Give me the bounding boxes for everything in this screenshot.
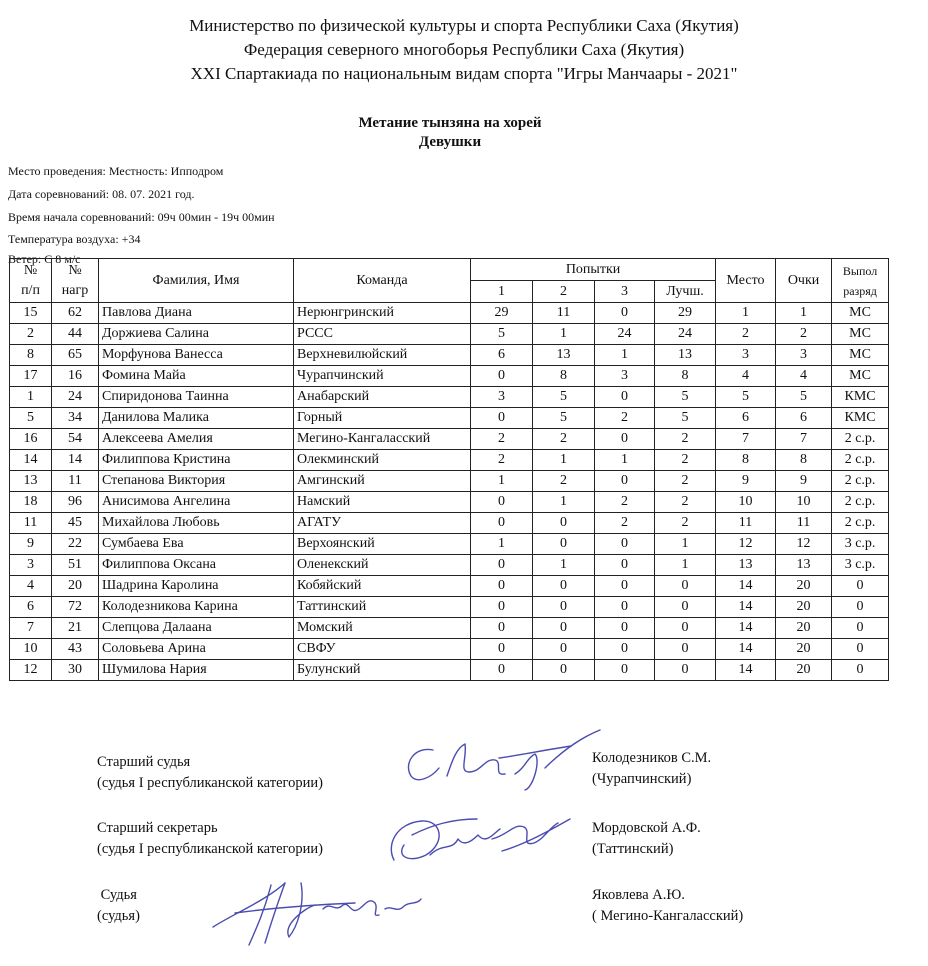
cell-bib: 62	[52, 303, 99, 324]
cell-bib: 72	[52, 597, 99, 618]
cell-place: 10	[716, 492, 776, 513]
col-number-header: № п/п	[10, 259, 52, 303]
chief-judge-title: Старший судья	[97, 754, 191, 770]
cell-rank: 3 с.р.	[832, 534, 889, 555]
col-best-header: Лучш.	[655, 281, 716, 303]
judge-role	[97, 885, 140, 927]
table-row	[10, 450, 889, 471]
cell-attempt-1: 3	[471, 387, 533, 408]
cell-points: 13	[776, 555, 832, 576]
col-attempts-header: Попытки	[471, 259, 716, 281]
cell-points: 20	[776, 639, 832, 660]
cell-bib: 30	[52, 660, 99, 681]
cell-points: 9	[776, 471, 832, 492]
cell-attempt-1: 0	[471, 639, 533, 660]
cell-name: Слепцова Далаана	[99, 618, 294, 639]
cell-name: Павлова Диана	[99, 303, 294, 324]
cell-name: Сумбаева Ева	[99, 534, 294, 555]
table-row	[10, 324, 889, 345]
cell-team: Таттинский	[294, 597, 471, 618]
cell-attempt-2: 2	[533, 471, 595, 492]
col-name-header: Фамилия, Имя	[99, 259, 294, 303]
table-row	[10, 492, 889, 513]
cell-name: Анисимова Ангелина	[99, 492, 294, 513]
cell-points: 20	[776, 618, 832, 639]
cell-bib: 44	[52, 324, 99, 345]
cell-place: 14	[716, 597, 776, 618]
cell-place: 7	[716, 429, 776, 450]
cell-attempt-3: 0	[595, 597, 655, 618]
cell-name: Шумилова Нария	[99, 660, 294, 681]
cell-name: Соловьева Арина	[99, 639, 294, 660]
col-bib-header: № нагр	[52, 259, 99, 303]
cell-points: 11	[776, 513, 832, 534]
judge-district: ( Мегино-Кангаласский)	[592, 908, 744, 924]
cell-attempt-3: 0	[595, 429, 655, 450]
table-row	[10, 345, 889, 366]
cell-attempt-2: 1	[533, 324, 595, 345]
cell-name: Данилова Малика	[99, 408, 294, 429]
document-header	[0, 14, 928, 86]
cell-num: 5	[10, 408, 52, 429]
cell-attempt-2: 5	[533, 408, 595, 429]
cell-attempt-1: 0	[471, 513, 533, 534]
cell-points: 4	[776, 366, 832, 387]
cell-name: Алексеева Амелия	[99, 429, 294, 450]
cell-attempt-3: 3	[595, 366, 655, 387]
cell-rank: МС	[832, 303, 889, 324]
cell-attempt-2: 0	[533, 597, 595, 618]
table-row	[10, 408, 889, 429]
cell-rank: 0	[832, 660, 889, 681]
cell-attempt-1: 6	[471, 345, 533, 366]
cell-attempt-3: 0	[595, 471, 655, 492]
cell-best: 2	[655, 513, 716, 534]
cell-best: 13	[655, 345, 716, 366]
cell-name: Филиппова Кристина	[99, 450, 294, 471]
col-rank-header: Выпол разряд	[832, 259, 889, 303]
cell-num: 18	[10, 492, 52, 513]
cell-team: Оленекский	[294, 555, 471, 576]
cell-place: 14	[716, 576, 776, 597]
chief-secretary-person	[592, 818, 701, 860]
chief-judge-person	[592, 748, 711, 790]
event-subtitle: Девушки	[418, 134, 482, 150]
cell-team: Верхневилюйский	[294, 345, 471, 366]
event-title: Метание тынзяна на хорей	[358, 115, 542, 131]
table-row	[10, 597, 889, 618]
cell-team: Момский	[294, 618, 471, 639]
cell-points: 20	[776, 576, 832, 597]
cell-attempt-1: 2	[471, 429, 533, 450]
cell-bib: 51	[52, 555, 99, 576]
cell-place: 2	[716, 324, 776, 345]
judge-person	[592, 885, 743, 927]
cell-team: Кобяйский	[294, 576, 471, 597]
cell-best: 2	[655, 492, 716, 513]
cell-team: АГАТУ	[294, 513, 471, 534]
cell-attempt-1: 0	[471, 618, 533, 639]
cell-points: 20	[776, 597, 832, 618]
cell-attempt-1: 0	[471, 492, 533, 513]
chief-secretary-role	[97, 818, 323, 860]
cell-attempt-2: 0	[533, 534, 595, 555]
cell-attempt-2: 8	[533, 366, 595, 387]
cell-rank: КМС	[832, 408, 889, 429]
cell-attempt-1: 29	[471, 303, 533, 324]
cell-rank: 0	[832, 639, 889, 660]
cell-place: 9	[716, 471, 776, 492]
cell-rank: КМС	[832, 387, 889, 408]
table-row	[10, 576, 889, 597]
judge-name: Яковлева А.Ю.	[592, 887, 685, 903]
cell-attempt-2: 5	[533, 387, 595, 408]
judge-signature	[205, 865, 435, 950]
cell-num: 10	[10, 639, 52, 660]
cell-place: 8	[716, 450, 776, 471]
cell-best: 2	[655, 429, 716, 450]
cell-rank: 0	[832, 618, 889, 639]
cell-best: 24	[655, 324, 716, 345]
col-points-header: Очки	[776, 259, 832, 303]
cell-points: 5	[776, 387, 832, 408]
games-line: XXI Спартакиада по национальным видам спорта "Игры Манчаары - 2021"	[190, 64, 738, 83]
cell-attempt-1: 0	[471, 597, 533, 618]
cell-attempt-2: 1	[533, 450, 595, 471]
cell-name: Колодезникова Карина	[99, 597, 294, 618]
cell-rank: МС	[832, 366, 889, 387]
cell-place: 5	[716, 387, 776, 408]
cell-attempt-2: 0	[533, 513, 595, 534]
cell-rank: 2 с.р.	[832, 429, 889, 450]
cell-attempt-3: 0	[595, 303, 655, 324]
cell-name: Спиридонова Таинна	[99, 387, 294, 408]
cell-attempt-3: 0	[595, 387, 655, 408]
cell-attempt-3: 0	[595, 660, 655, 681]
results-body	[10, 303, 889, 681]
cell-points: 10	[776, 492, 832, 513]
cell-team: Нерюнгринский	[294, 303, 471, 324]
cell-num: 4	[10, 576, 52, 597]
cell-attempt-1: 0	[471, 576, 533, 597]
chief-secretary-category: (судья I республиканской категории)	[97, 841, 323, 857]
cell-num: 7	[10, 618, 52, 639]
event-title-block	[0, 114, 900, 152]
chief-judge-role	[97, 752, 323, 794]
cell-name: Шадрина Каролина	[99, 576, 294, 597]
table-row	[10, 660, 889, 681]
cell-place: 12	[716, 534, 776, 555]
cell-attempt-1: 0	[471, 408, 533, 429]
cell-bib: 14	[52, 450, 99, 471]
cell-bib: 34	[52, 408, 99, 429]
cell-attempt-1: 0	[471, 660, 533, 681]
cell-place: 14	[716, 660, 776, 681]
cell-bib: 65	[52, 345, 99, 366]
cell-num: 11	[10, 513, 52, 534]
col-attempt-3-header: 3	[595, 281, 655, 303]
cell-attempt-2: 0	[533, 639, 595, 660]
results-table	[9, 258, 889, 681]
wind-text: Ветер: С 8 м/с	[8, 252, 81, 266]
cell-points: 1	[776, 303, 832, 324]
cell-attempt-3: 2	[595, 408, 655, 429]
cell-attempt-3: 0	[595, 639, 655, 660]
cell-rank: 2 с.р.	[832, 471, 889, 492]
cell-bib: 54	[52, 429, 99, 450]
cell-best: 8	[655, 366, 716, 387]
cell-bib: 20	[52, 576, 99, 597]
cell-best: 5	[655, 387, 716, 408]
cell-attempt-2: 11	[533, 303, 595, 324]
table-row	[10, 471, 889, 492]
time-text: Время начала соревнований: 09ч 00мин - 19ч 00мин	[8, 210, 275, 224]
cell-bib: 11	[52, 471, 99, 492]
cell-attempt-2: 0	[533, 576, 595, 597]
judge-title: Судья	[97, 887, 137, 903]
cell-num: 9	[10, 534, 52, 555]
cell-attempt-1: 1	[471, 534, 533, 555]
cell-name: Фомина Майа	[99, 366, 294, 387]
venue-text: Место проведения: Местность: Ипподром	[8, 164, 224, 178]
cell-attempt-3: 2	[595, 513, 655, 534]
competition-info	[8, 160, 275, 269]
cell-num: 17	[10, 366, 52, 387]
col-attempt-2-header: 2	[533, 281, 595, 303]
cell-team: Анабарский	[294, 387, 471, 408]
federation-line: Федерация северного многоборья Республики Саха (Якутия)	[243, 40, 685, 59]
table-row	[10, 513, 889, 534]
temperature-text: Температура воздуха: +34	[8, 232, 141, 246]
cell-attempt-2: 0	[533, 618, 595, 639]
cell-team: Булунский	[294, 660, 471, 681]
cell-rank: 0	[832, 576, 889, 597]
cell-points: 6	[776, 408, 832, 429]
cell-team: РССС	[294, 324, 471, 345]
cell-points: 20	[776, 660, 832, 681]
cell-attempt-2: 0	[533, 660, 595, 681]
cell-name: Доржиева Салина	[99, 324, 294, 345]
col-attempt-1-header: 1	[471, 281, 533, 303]
cell-rank: 2 с.р.	[832, 513, 889, 534]
table-row	[10, 366, 889, 387]
cell-bib: 22	[52, 534, 99, 555]
cell-num: 8	[10, 345, 52, 366]
table-row	[10, 555, 889, 576]
col-team-header: Команда	[294, 259, 471, 303]
cell-bib: 96	[52, 492, 99, 513]
cell-attempt-3: 1	[595, 450, 655, 471]
ministry-line: Министерство по физической культуры и спорта Республики Саха (Якутия)	[189, 16, 739, 35]
cell-name: Степанова Виктория	[99, 471, 294, 492]
cell-attempt-1: 2	[471, 450, 533, 471]
cell-best: 1	[655, 555, 716, 576]
cell-best: 5	[655, 408, 716, 429]
cell-place: 4	[716, 366, 776, 387]
cell-name: Морфунова Ванесса	[99, 345, 294, 366]
cell-rank: 3 с.р.	[832, 555, 889, 576]
table-row	[10, 618, 889, 639]
cell-team: Чурапчинский	[294, 366, 471, 387]
cell-num: 6	[10, 597, 52, 618]
cell-best: 29	[655, 303, 716, 324]
cell-attempt-2: 1	[533, 555, 595, 576]
cell-num: 16	[10, 429, 52, 450]
chief-judge-district: (Чурапчинский)	[592, 771, 692, 787]
table-row	[10, 387, 889, 408]
cell-best: 2	[655, 471, 716, 492]
cell-best: 0	[655, 618, 716, 639]
cell-bib: 45	[52, 513, 99, 534]
cell-num: 15	[10, 303, 52, 324]
cell-attempt-2: 1	[533, 492, 595, 513]
cell-points: 2	[776, 324, 832, 345]
cell-best: 2	[655, 450, 716, 471]
cell-num: 13	[10, 471, 52, 492]
cell-points: 8	[776, 450, 832, 471]
cell-num: 1	[10, 387, 52, 408]
cell-best: 0	[655, 639, 716, 660]
table-row	[10, 534, 889, 555]
cell-points: 3	[776, 345, 832, 366]
cell-num: 2	[10, 324, 52, 345]
cell-num: 3	[10, 555, 52, 576]
cell-attempt-1: 0	[471, 555, 533, 576]
cell-attempt-3: 1	[595, 345, 655, 366]
cell-bib: 43	[52, 639, 99, 660]
cell-best: 0	[655, 576, 716, 597]
table-row	[10, 639, 889, 660]
cell-place: 14	[716, 639, 776, 660]
table-row	[10, 429, 889, 450]
cell-attempt-3: 0	[595, 555, 655, 576]
cell-points: 7	[776, 429, 832, 450]
cell-name: Михайлова Любовь	[99, 513, 294, 534]
cell-attempt-1: 0	[471, 366, 533, 387]
cell-attempt-2: 13	[533, 345, 595, 366]
cell-team: Горный	[294, 408, 471, 429]
col-place-header: Место	[716, 259, 776, 303]
cell-attempt-3: 0	[595, 576, 655, 597]
cell-attempt-3: 2	[595, 492, 655, 513]
cell-rank: 2 с.р.	[832, 450, 889, 471]
cell-team: Амгинский	[294, 471, 471, 492]
cell-place: 6	[716, 408, 776, 429]
cell-rank: 2 с.р.	[832, 492, 889, 513]
cell-num: 14	[10, 450, 52, 471]
cell-attempt-2: 2	[533, 429, 595, 450]
chief-judge-name: Колодезников С.М.	[592, 750, 712, 766]
cell-place: 11	[716, 513, 776, 534]
cell-place: 3	[716, 345, 776, 366]
cell-num: 12	[10, 660, 52, 681]
cell-team: Олекминский	[294, 450, 471, 471]
cell-best: 0	[655, 660, 716, 681]
cell-team: СВФУ	[294, 639, 471, 660]
cell-attempt-1: 5	[471, 324, 533, 345]
date-text: Дата соревнований: 08. 07. 2021 год.	[8, 187, 195, 201]
cell-attempt-3: 24	[595, 324, 655, 345]
cell-name: Филиппова Оксана	[99, 555, 294, 576]
chief-judge-category: (судья I республиканской категории)	[97, 775, 323, 791]
cell-rank: МС	[832, 345, 889, 366]
judge-category: (судья)	[97, 908, 140, 924]
cell-bib: 16	[52, 366, 99, 387]
cell-team: Верхоянский	[294, 534, 471, 555]
cell-attempt-1: 1	[471, 471, 533, 492]
cell-best: 1	[655, 534, 716, 555]
chief-secretary-name: Мордовской А.Ф.	[592, 820, 701, 836]
chief-secretary-district: (Таттинский)	[592, 841, 674, 857]
chief-secretary-title: Старший секретарь	[97, 820, 218, 836]
cell-team: Мегино-Кангаласский	[294, 429, 471, 450]
cell-best: 0	[655, 597, 716, 618]
cell-attempt-3: 0	[595, 618, 655, 639]
cell-attempt-3: 0	[595, 534, 655, 555]
cell-bib: 21	[52, 618, 99, 639]
cell-place: 13	[716, 555, 776, 576]
cell-place: 1	[716, 303, 776, 324]
cell-rank: 0	[832, 597, 889, 618]
cell-points: 12	[776, 534, 832, 555]
cell-bib: 24	[52, 387, 99, 408]
cell-rank: МС	[832, 324, 889, 345]
chief-judge-signature	[395, 728, 605, 793]
cell-place: 14	[716, 618, 776, 639]
table-row	[10, 303, 889, 324]
cell-team: Намский	[294, 492, 471, 513]
